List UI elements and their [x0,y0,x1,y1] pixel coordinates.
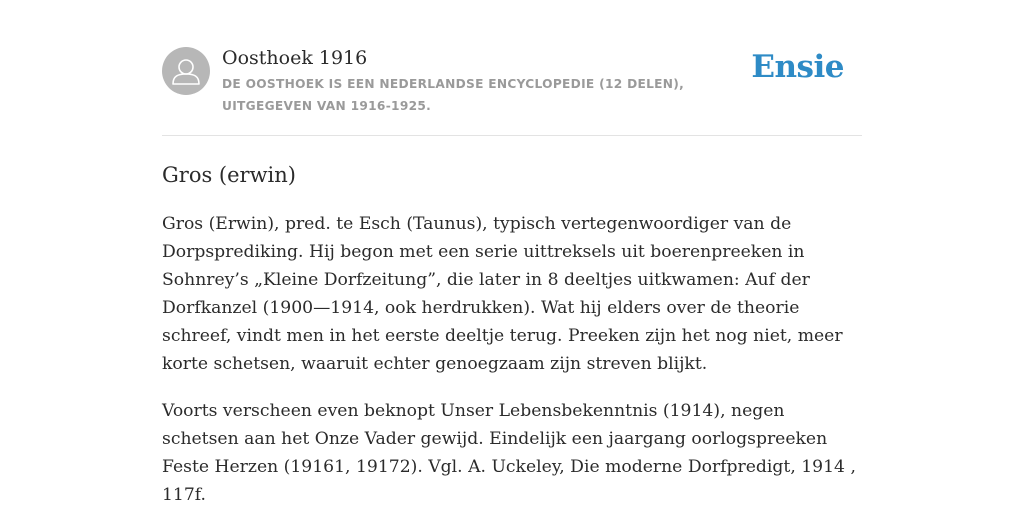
ensie-logo[interactable]: Ensie [751,49,844,85]
user-icon [162,47,210,95]
source-info [222,45,762,117]
source-header [162,45,862,135]
entry-title: Gros (erwin) [162,163,296,187]
article-body [162,158,862,528]
source-title[interactable]: Oosthoek 1916 [222,47,368,69]
article-paragraph: Gros (Erwin), pred. te Esch (Taunus), typisch vertegenwoordiger van de Dorpsprediking. Hij begon met een serie uittreksels uit boerenpreeken in Sohnrey’s „Kleine Dorfzeitung”, die later in 8 deeltjes uitkwamen: Auf der Dorfkanzel (1900—1914, ook herdrukken). Wat hij elders over de theorie schreef, vindt men in het eerste deeltje terug. Preeken zijn het nog niet, meer korte schetsen, waaruit echter genoegzaam zijn streven blijkt. [162,214,843,374]
header-divider [162,135,862,136]
source-description: DE OOSTHOEK IS EEN NEDERLANDSE ENCYCLOPEDIE (12 DELEN), UITGEGEVEN VAN 1916-1925. [222,77,685,113]
article-paragraph: Voorts verscheen even beknopt Unser Lebensbekenntnis (1914), negen schetsen aan het Onze Vader gewijd. Eindelijk een jaargang oorlogspreeken Feste Herzen (19161, 19172). Vgl. A. Uckeley, Die moderne Dorfpredigt, 1914 , 117f. [162,401,856,505]
